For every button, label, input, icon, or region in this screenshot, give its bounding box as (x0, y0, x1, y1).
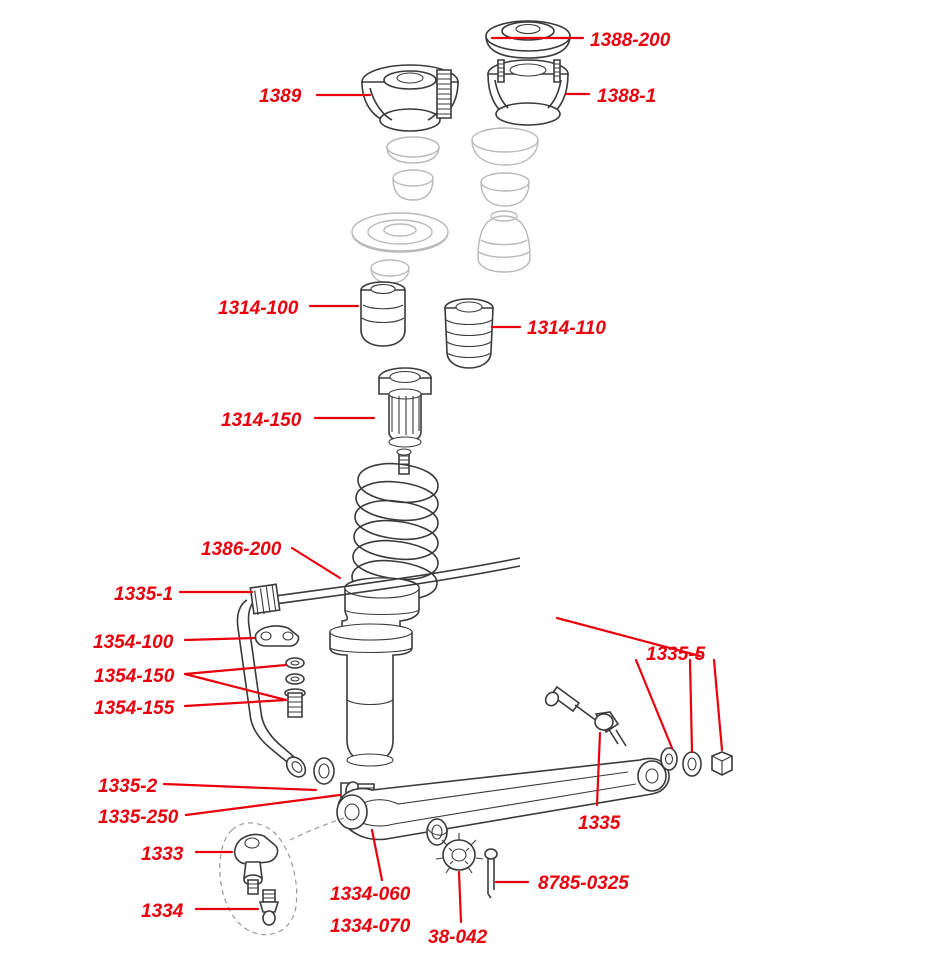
callout-1335-250[interactable]: 1335-250 (98, 807, 179, 828)
part-1354-100 (255, 626, 298, 646)
part-1314-150 (379, 368, 431, 447)
strut-body (330, 578, 419, 766)
callout-1354-150[interactable]: 1354-150 (94, 666, 175, 687)
callout-1314-150[interactable]: 1314-150 (221, 410, 302, 431)
part-1388-1 (488, 60, 568, 125)
part-1354-150-washers (286, 658, 304, 684)
callout-1334-070[interactable]: 1334-070 (330, 916, 411, 937)
callout-8785-0325[interactable]: 8785-0325 (538, 873, 629, 894)
part-1335-5-hardware (661, 748, 732, 776)
part-1333-ball-joint (220, 823, 297, 935)
callout-1386-200[interactable]: 1386-200 (201, 539, 282, 560)
part-1314-100 (361, 282, 405, 346)
callout-1335-1[interactable]: 1335-1 (114, 584, 174, 605)
ghost-parts-group (352, 128, 538, 293)
callout-38-042[interactable]: 38-042 (428, 927, 488, 948)
part-1314-110 (445, 299, 493, 368)
callout-1335-2[interactable]: 1335-2 (98, 776, 158, 797)
callout-1334[interactable]: 1334 (141, 901, 184, 922)
part-1334-grease-nipple (260, 890, 278, 925)
callout-1334-060[interactable]: 1334-060 (330, 884, 411, 905)
callout-1314-100[interactable]: 1314-100 (218, 298, 299, 319)
callout-1314-110[interactable]: 1314-110 (527, 318, 606, 339)
part-1335-2-bushing (314, 758, 334, 784)
callout-1354-155[interactable]: 1354-155 (94, 698, 175, 719)
part-1386-200 (352, 449, 438, 599)
callout-1388-200[interactable]: 1388-200 (590, 30, 671, 51)
callout-1335-5[interactable]: 1335-5 (646, 644, 706, 665)
part-1388-200 (486, 21, 570, 58)
callout-1389[interactable]: 1389 (259, 86, 302, 107)
callout-1335[interactable]: 1335 (578, 813, 621, 834)
callout-1388-1[interactable]: 1388-1 (597, 86, 657, 107)
callout-1333[interactable]: 1333 (141, 844, 184, 865)
part-1389 (362, 65, 458, 131)
part-1354-155-bolt (285, 689, 305, 717)
callout-1354-100[interactable]: 1354-100 (93, 632, 174, 653)
part-8785-0325-cotter-pin (485, 849, 497, 898)
part-1335-link (543, 687, 626, 746)
